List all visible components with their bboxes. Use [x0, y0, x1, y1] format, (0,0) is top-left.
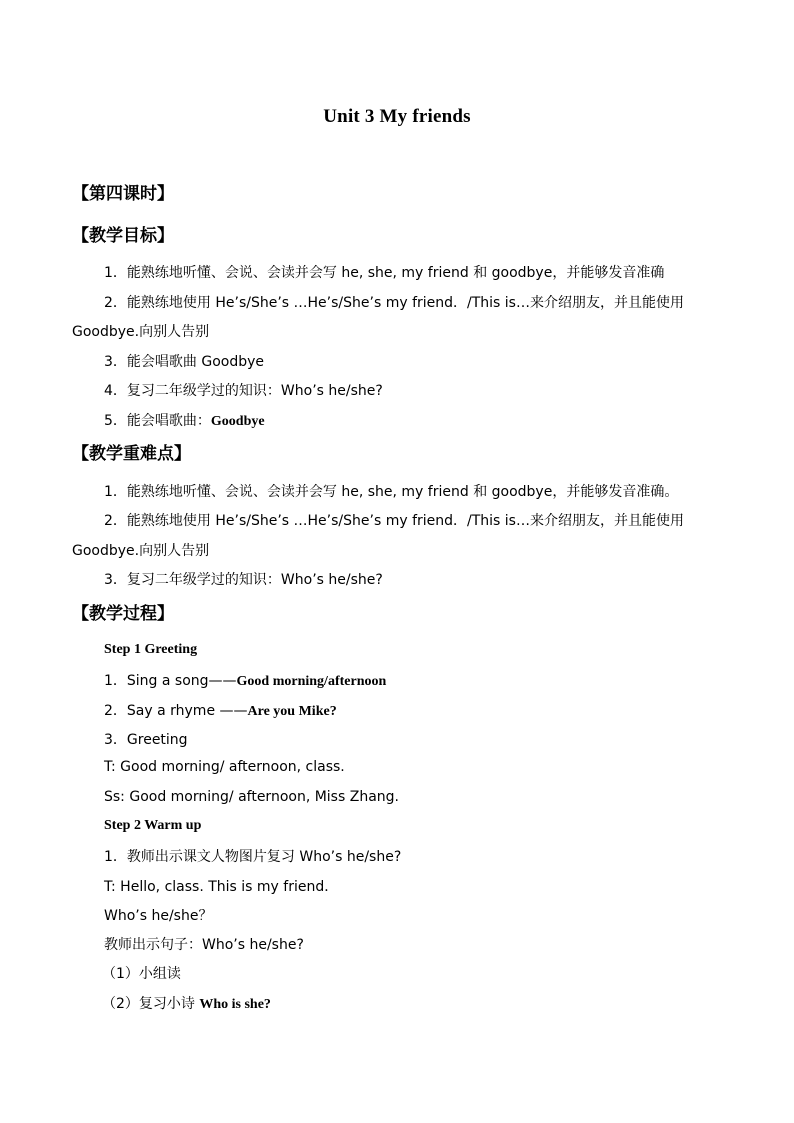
key-item-2: 2．能熟练地使用 He’s/She’s …He’s/She’s my friend．/This is…来介绍朋友，并且能使用: [104, 513, 684, 529]
goal-item-4: 4．复习二年级学过的知识：Who’s he/she?: [104, 383, 383, 399]
goal-item-2-cont: Goodbye.向别人告别: [72, 324, 210, 340]
teacher-line: T: Good morning/ afternoon, class.: [104, 759, 345, 775]
step-1-item-2-rhyme: Are you Mike?: [247, 704, 337, 719]
step-1-heading: Step 1 Greeting: [104, 642, 198, 657]
students-line: Ss: Good morning/ afternoon, Miss Zhang.: [104, 789, 399, 805]
page-title: Unit 3 My friends: [323, 106, 471, 127]
key-item-3: 3．复习二年级学过的知识：Who’s he/she?: [104, 572, 383, 588]
step-2-question: Who’s he/she？: [104, 908, 213, 924]
goal-item-5-text: 5．能会唱歌曲：: [104, 413, 211, 429]
step-2-review-poem: [102, 993, 271, 1013]
key-points-heading: 【教学重难点】: [72, 444, 191, 464]
goal-item-1: 1．能熟练地听懂、会说、会读并会写 he, she, my friend 和 goodbye，并能够发音准确: [104, 265, 665, 281]
step-2-review-poem-text: （2）复习小诗: [102, 996, 200, 1012]
goal-item-5-song: Goodbye: [210, 414, 265, 429]
process-heading: 【教学过程】: [72, 604, 174, 624]
step-2-poem-title: Who is she?: [199, 997, 271, 1012]
step-2-group-read: （1）小组读: [102, 966, 181, 982]
key-item-1: 1．能熟练地听懂、会说、会读并会写 he, she, my friend 和 goodbye，并能够发音准确。: [104, 484, 679, 500]
goal-item-5: [104, 410, 265, 430]
lesson-heading: 【第四课时】: [72, 184, 174, 204]
goals-heading: 【教学目标】: [72, 226, 174, 246]
step-2-teacher-line: T: Hello, class. This is my friend．: [104, 879, 339, 895]
key-item-2-cont: Goodbye.向别人告别: [72, 543, 210, 559]
step-1-item-1: [104, 670, 386, 690]
step-2-heading: Step 2 Warm up: [104, 818, 202, 833]
step-1-item-1-text: 1．Sing a song——: [104, 673, 237, 689]
step-1-item-3: 3．Greeting: [104, 732, 188, 748]
step-2-sentence: 教师出示句子：Who’s he/she?: [104, 937, 304, 953]
goal-item-2: 2．能熟练地使用 He’s/She’s …He’s/She’s my friend．/This is…来介绍朋友，并且能使用: [104, 295, 684, 311]
step-1-item-1-song: Good morning/afternoon: [236, 674, 387, 689]
step-1-item-2-text: 2．Say a rhyme ——: [104, 703, 248, 719]
step-2-item-1: 1．教师出示课文人物图片复习 Who’s he/she?: [104, 849, 402, 865]
goal-item-3: 3．能会唱歌曲 Goodbye: [104, 354, 265, 370]
step-1-item-2: [104, 700, 337, 720]
